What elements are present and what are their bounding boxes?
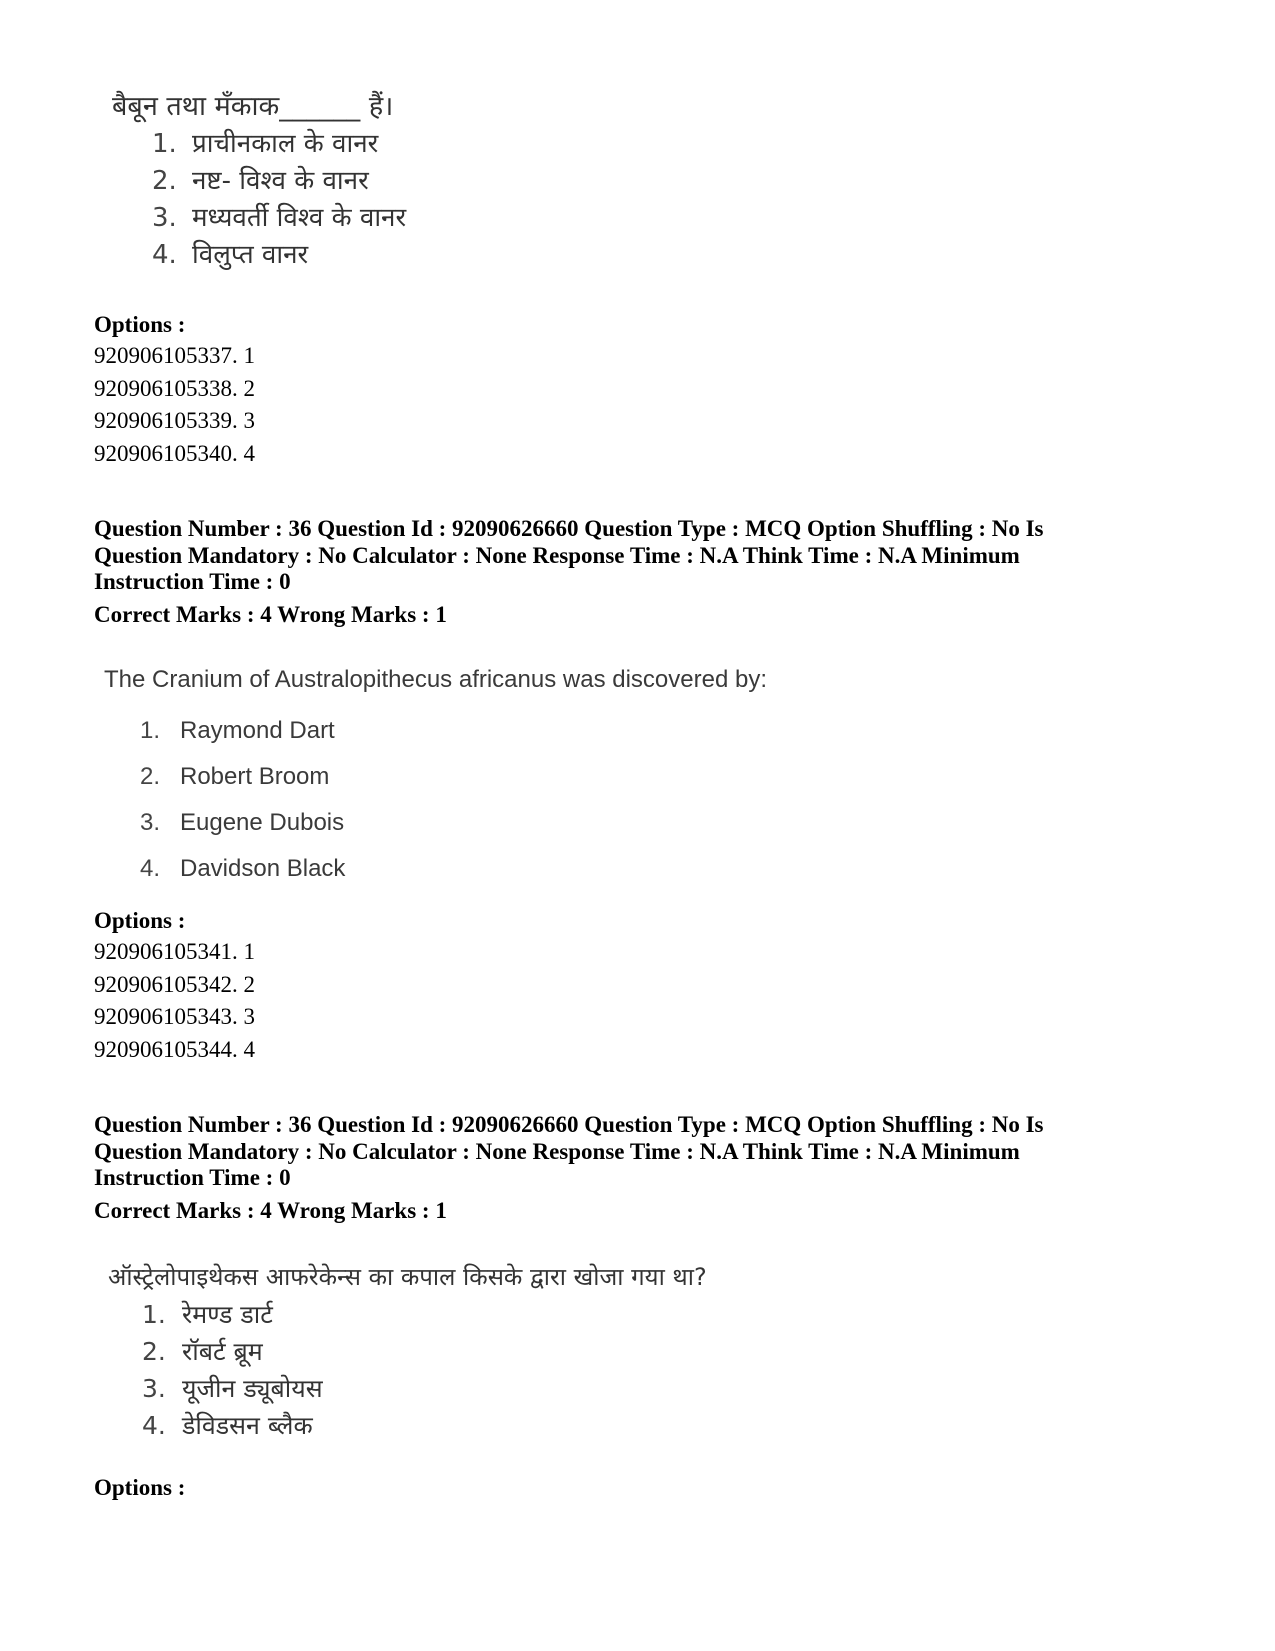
choice-number: 1. (140, 717, 161, 744)
choice-item (140, 800, 767, 846)
choice-text: डेविडसन ब्लैक (182, 1411, 313, 1440)
question-meta: Question Number : 36 Question Id : 92090626660 Question Type : MCQ Option Shuffling : No Is Question Mandatory : No Calculator : None Response Time : N.A Think Time : N.A Minimum Instruction Time : 0 (94, 1112, 1044, 1190)
option-line: 920906105340. 4 (94, 440, 255, 466)
question-marks: Correct Marks : 4 Wrong Marks : 1 (94, 602, 447, 627)
choice-item (152, 163, 406, 200)
options-label: Options : (94, 1475, 186, 1500)
option-line: 920906105338. 2 (94, 375, 255, 401)
choice-number: 2. (152, 166, 177, 196)
options-label: Options : (94, 908, 186, 933)
question-marks: Correct Marks : 4 Wrong Marks : 1 (94, 1198, 447, 1223)
choice-item (152, 126, 406, 163)
question-image-hindi-2 (108, 1258, 707, 1444)
choice-item (142, 1407, 707, 1444)
choice-text: विलुप्त वानर (192, 240, 309, 270)
question-stem: The Cranium of Australopithecus africanus was discovered by: (104, 666, 767, 693)
choice-text: रेमण्ड डार्ट (182, 1300, 273, 1329)
question-stem: बैबून तथा मँकाक______ हैं। (112, 91, 394, 122)
choice-number: 2. (140, 763, 161, 790)
choice-number: 3. (142, 1374, 166, 1403)
choice-item (152, 237, 406, 274)
choice-item (140, 708, 767, 754)
choice-text: प्राचीनकाल के वानर (192, 129, 379, 159)
choice-text: Eugene Dubois (180, 809, 345, 836)
choice-number: 2. (142, 1337, 166, 1366)
option-line: 920906105344. 4 (94, 1036, 255, 1062)
question-meta: Question Number : 36 Question Id : 92090626660 Question Type : MCQ Option Shuffling : No Is Question Mandatory : No Calculator : None Response Time : N.A Think Time : N.A Minimum Instruction Time : 0 (94, 516, 1044, 594)
choice-item (142, 1333, 707, 1370)
options-label: Options : (94, 312, 186, 337)
choice-text: Raymond Dart (180, 717, 335, 744)
question-stem: ऑस्ट्रेलोपाइथेकस आफरेकेन्स का कपाल किसके द्वारा खोजा गया था? (108, 1263, 707, 1291)
choice-item (152, 200, 406, 237)
question-image-hindi-1 (112, 88, 406, 274)
options-block (94, 906, 255, 1066)
choice-number: 1. (142, 1300, 166, 1329)
choice-number: 4. (152, 240, 177, 270)
choice-list (140, 708, 767, 892)
choice-text: यूजीन ड्यूबोयस (182, 1374, 323, 1403)
choice-text: रॉबर्ट ब्रूम (182, 1337, 263, 1366)
choice-item (140, 846, 767, 892)
choice-item (142, 1370, 707, 1407)
choice-item (140, 754, 767, 800)
choice-item (142, 1296, 707, 1333)
option-line: 920906105337. 1 (94, 343, 255, 368)
choice-text: मध्यवर्ती विश्व के वानर (192, 203, 407, 233)
options-block (94, 1473, 185, 1503)
options-block (94, 310, 255, 470)
choice-number: 3. (140, 809, 161, 836)
choice-text: Robert Broom (180, 763, 330, 790)
option-line: 920906105342. 2 (94, 971, 255, 997)
choice-text: Davidson Black (180, 855, 346, 882)
option-line: 920906105341. 1 (94, 939, 255, 964)
option-line: 920906105343. 3 (94, 1004, 255, 1029)
option-line: 920906105339. 3 (94, 408, 255, 433)
choice-number: 3. (152, 203, 177, 233)
choice-number: 4. (142, 1411, 166, 1440)
choice-list (152, 126, 406, 274)
choice-number: 1. (152, 129, 177, 159)
question-image-english (104, 664, 767, 892)
choice-text: नष्ट- विश्व के वानर (192, 166, 369, 196)
choice-list (142, 1296, 707, 1444)
choice-number: 4. (140, 855, 161, 882)
